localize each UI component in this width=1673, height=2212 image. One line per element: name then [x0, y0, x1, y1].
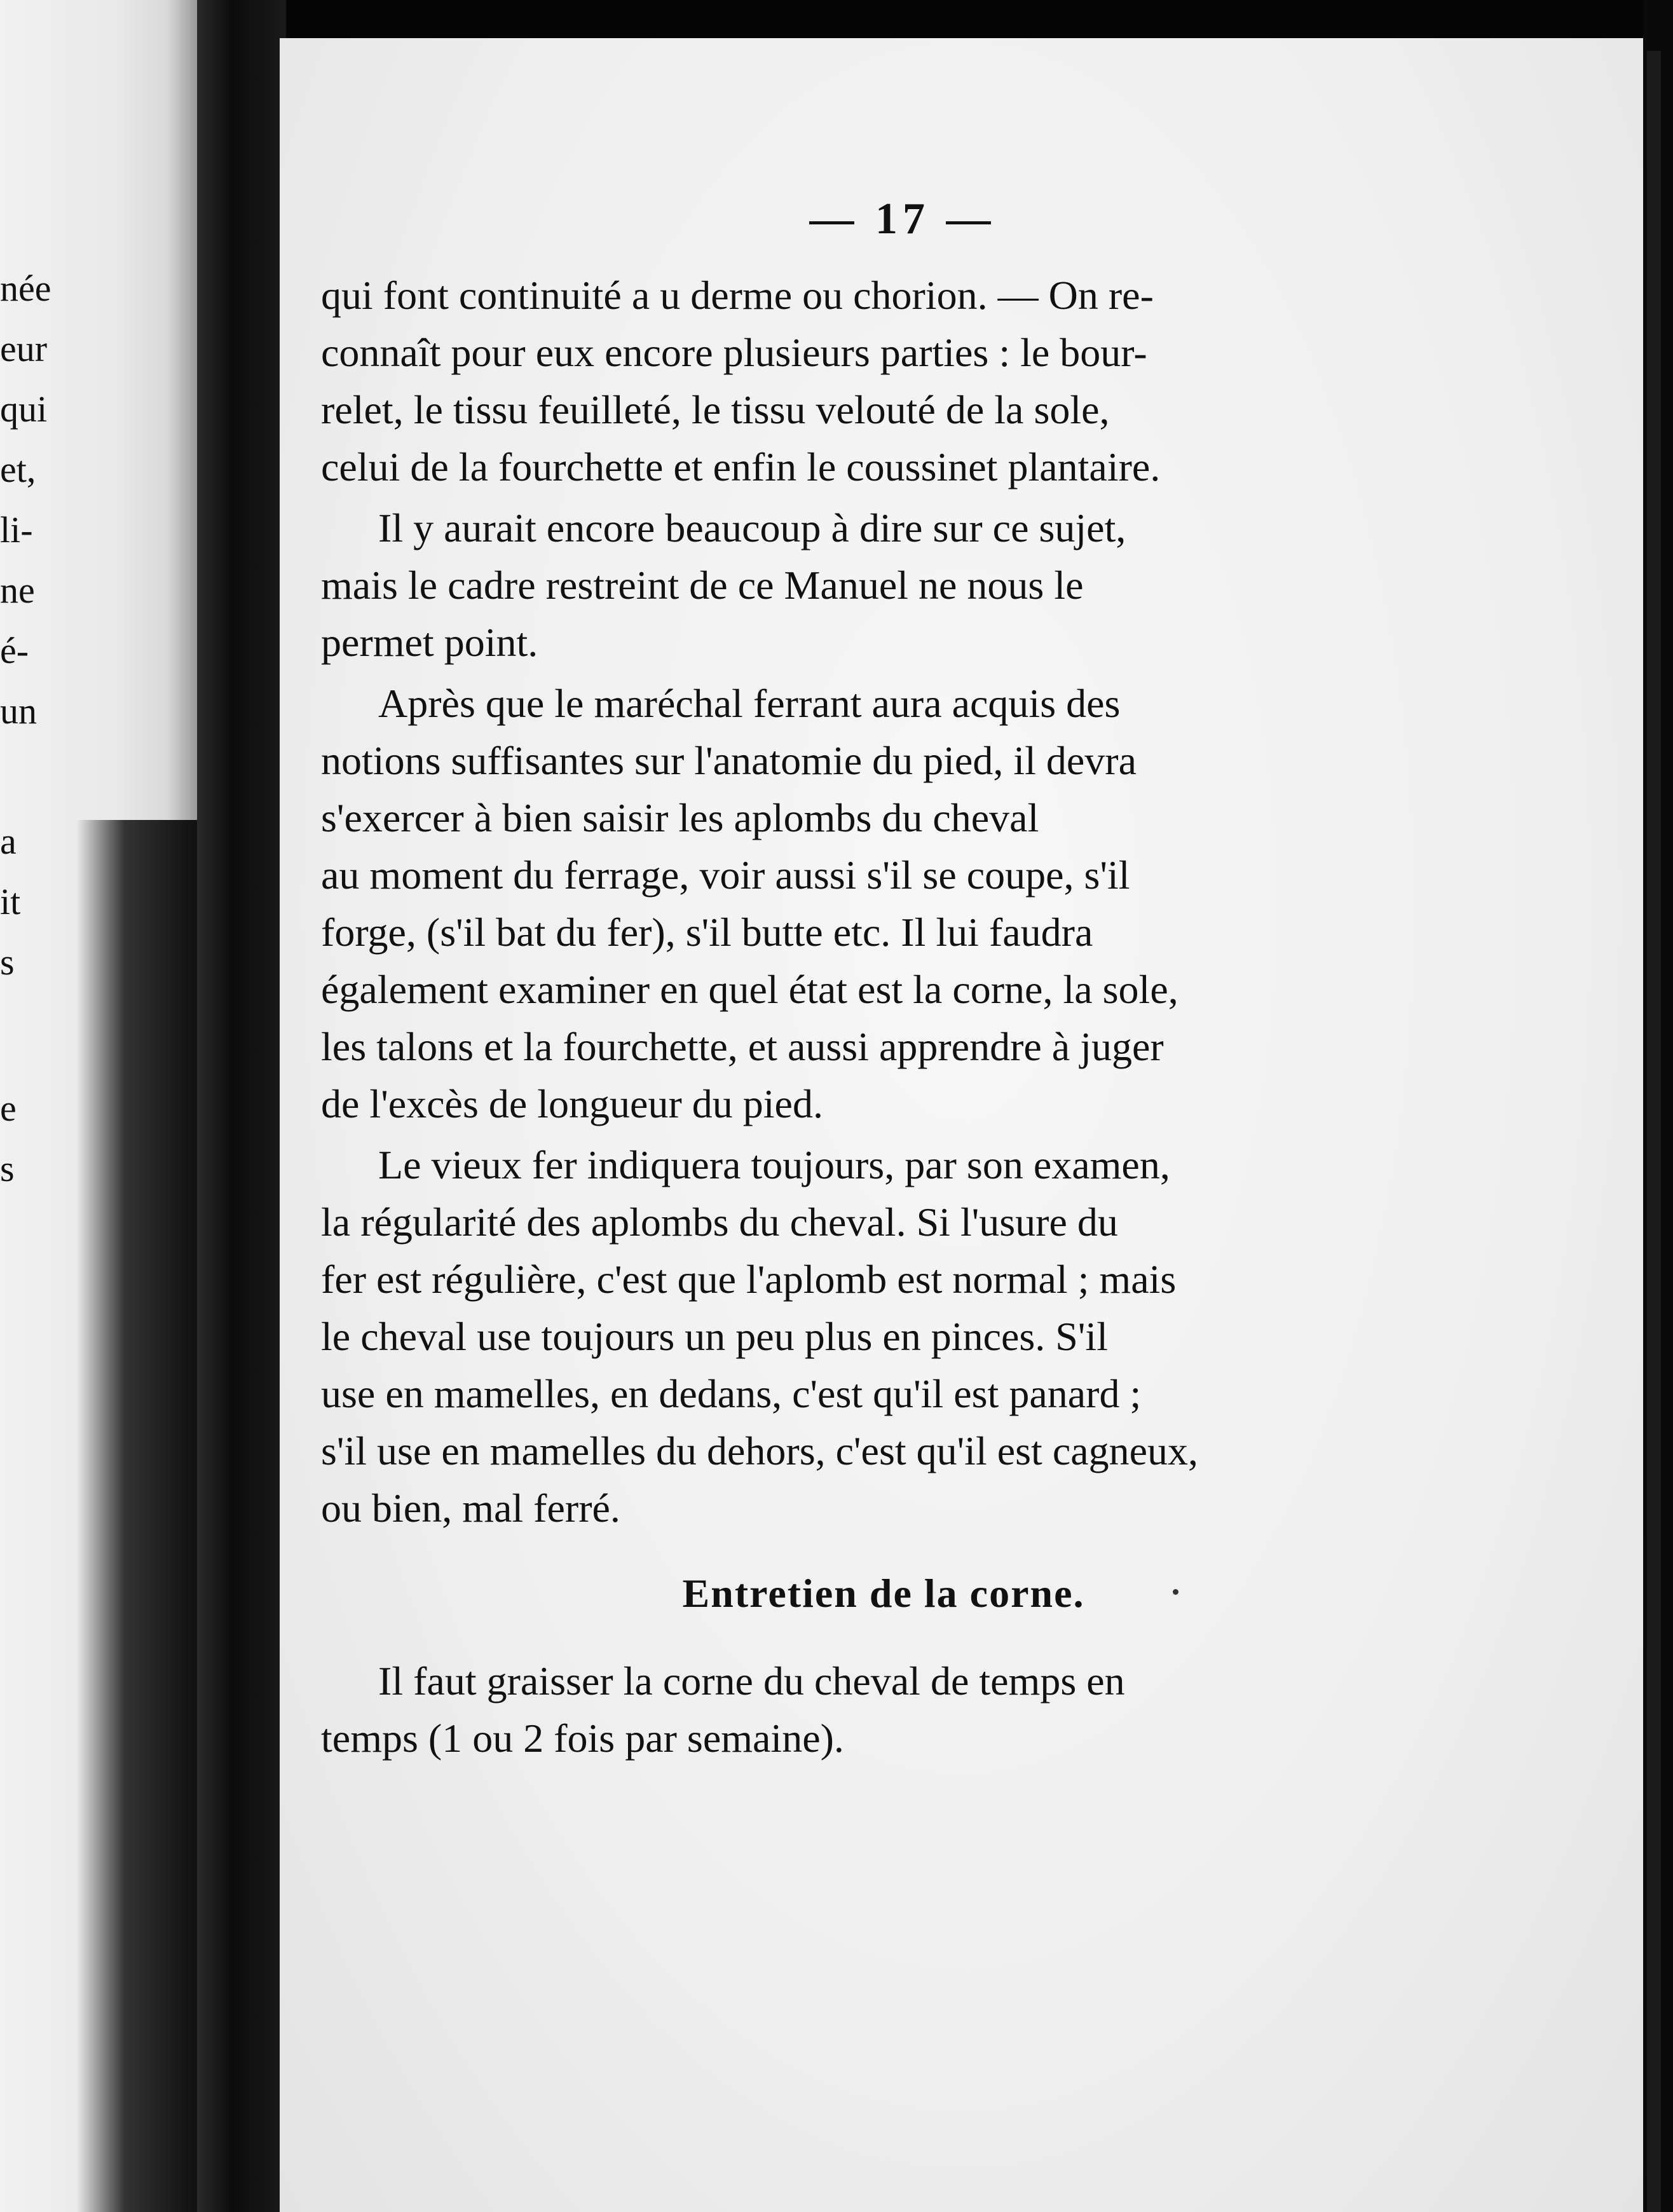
text-line: temps (1 ou 2 fois par semaine). — [321, 1716, 844, 1761]
left-fragment: eur — [0, 328, 48, 369]
text-line: forge, (s'il bat du fer), s'il butte etc. Il lui faudra — [321, 910, 1093, 955]
text-line: celui de la fourchette et enfin le coussinet plantaire. — [321, 444, 1161, 489]
book-gutter — [197, 0, 286, 2212]
text-line: la régularité des aplombs du cheval. Si l'usure du — [321, 1199, 1118, 1245]
left-fragment: qui — [0, 388, 48, 430]
paragraph-3 — [321, 675, 1408, 1133]
text-line: ou bien, mal ferré. — [321, 1485, 620, 1531]
text-line: Il faut graisser la corne du cheval de temps en — [378, 1658, 1125, 1703]
edge-stripe — [1647, 51, 1661, 2212]
left-fragment: s — [0, 1148, 15, 1189]
right-scan-edge — [1643, 0, 1673, 2212]
text-line: s'il use en mamelles du dehors, c'est qu'il est cagneux, — [321, 1428, 1199, 1473]
left-fragment: et, — [0, 449, 36, 490]
text-line: qui font continuité a u derme ou chorion. — On re- — [321, 273, 1154, 318]
left-fragment: e — [0, 1088, 17, 1129]
scan-speck — [1173, 1589, 1178, 1595]
left-fragment: un — [0, 690, 37, 732]
paragraph-5 — [321, 1653, 1408, 1767]
left-fragment: née — [0, 268, 51, 309]
left-fragment: é- — [0, 630, 29, 671]
text-line: permet point. — [321, 620, 538, 665]
page-text-block — [321, 191, 1408, 1771]
text-line: le cheval use toujours un peu plus en pinces. S'il — [321, 1314, 1108, 1359]
left-fragment: ne — [0, 570, 35, 611]
text-line: fer est régulière, c'est que l'aplomb est normal ; mais — [321, 1257, 1177, 1302]
text-line: Le vieux fer indiquera toujours, par son examen, — [378, 1142, 1170, 1187]
left-facing-page — [0, 0, 197, 2212]
page-shadow — [76, 820, 197, 2212]
left-fragment: li- — [0, 509, 33, 550]
text-line: Après que le maréchal ferrant aura acquis des — [378, 681, 1121, 726]
paragraph-2 — [321, 500, 1408, 671]
text-line: également examiner en quel état est la corne, la sole, — [321, 967, 1178, 1012]
text-line: connaît pour eux encore plusieurs parties : le bour- — [321, 330, 1147, 375]
text-line: relet, le tissu feuilleté, le tissu velouté de la sole, — [321, 387, 1110, 432]
text-line: au moment du ferrage, voir aussi s'il se coupe, s'il — [321, 852, 1130, 898]
text-line: notions suffisantes sur l'anatomie du pied, il devra — [321, 738, 1137, 783]
text-line: les talons et la fourchette, et aussi apprendre à juger — [321, 1024, 1164, 1069]
text-line: mais le cadre restreint de ce Manuel ne nous le — [321, 563, 1084, 608]
section-title: Entretien de la corne. — [682, 1571, 1085, 1616]
paragraph-4 — [321, 1137, 1408, 1537]
left-fragment: s — [0, 941, 15, 983]
left-fragment: a — [0, 821, 17, 862]
text-line: Il y aurait encore beaucoup à dire sur ce sujet, — [378, 505, 1126, 550]
left-fragment: it — [0, 881, 21, 922]
text-line: use en mamelles, en dedans, c'est qu'il est panard ; — [321, 1371, 1142, 1416]
paragraph-1 — [321, 267, 1408, 496]
text-line: de l'excès de longueur du pied. — [321, 1081, 823, 1126]
text-line: s'exercer à bien saisir les aplombs du cheval — [321, 795, 1039, 840]
page-number: — 17 — — [809, 195, 996, 243]
